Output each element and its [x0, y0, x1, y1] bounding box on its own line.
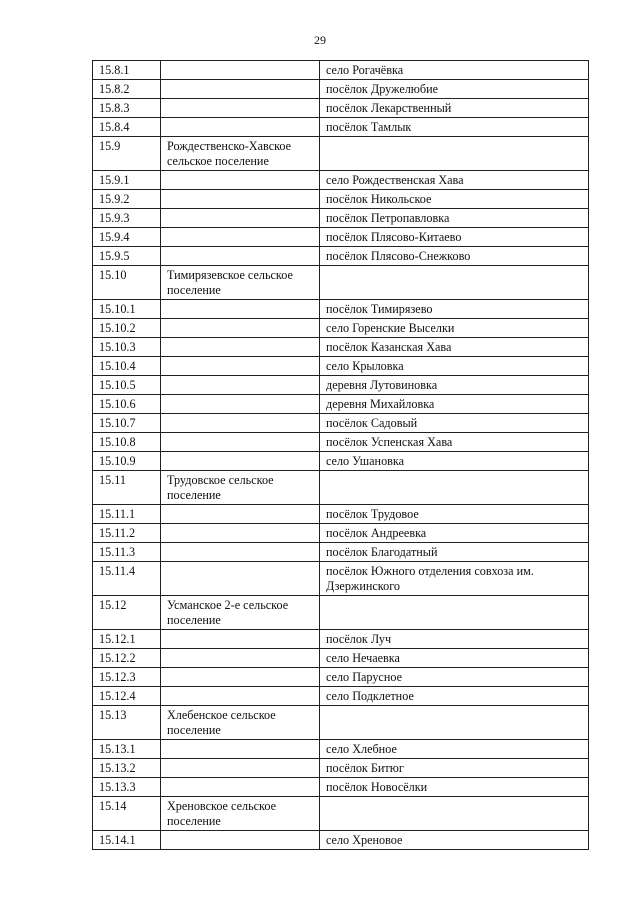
row-number-cell: 15.11 [93, 471, 161, 505]
locality-cell: село Хреновое [320, 831, 589, 850]
settlement-cell [161, 505, 320, 524]
settlement-cell: Трудовское сельское поселение [161, 471, 320, 505]
locality-cell: село Рождественская Хава [320, 171, 589, 190]
locality-cell: посёлок Тамлык [320, 118, 589, 137]
table-row [93, 505, 589, 524]
locality-cell: посёлок Новосёлки [320, 778, 589, 797]
locality-cell: посёлок Никольское [320, 190, 589, 209]
row-number-cell: 15.9.3 [93, 209, 161, 228]
locality-cell: посёлок Садовый [320, 414, 589, 433]
row-number-cell: 15.13.1 [93, 740, 161, 759]
table-row [93, 687, 589, 706]
locality-cell: деревня Михайловка [320, 395, 589, 414]
table-row [93, 247, 589, 266]
table-row [93, 61, 589, 80]
row-number-cell: 15.8.2 [93, 80, 161, 99]
table-row [93, 759, 589, 778]
row-number-cell: 15.10.8 [93, 433, 161, 452]
table-row [93, 99, 589, 118]
row-number-cell: 15.8.3 [93, 99, 161, 118]
locality-cell: посёлок Петропавловка [320, 209, 589, 228]
row-number-cell: 15.12.1 [93, 630, 161, 649]
settlement-cell [161, 80, 320, 99]
settlements-table [92, 60, 589, 850]
settlement-cell [161, 414, 320, 433]
table-row [93, 740, 589, 759]
page-number: 29 [314, 33, 326, 47]
settlement-cell [161, 190, 320, 209]
table-row [93, 171, 589, 190]
table-row [93, 797, 589, 831]
settlement-cell [161, 395, 320, 414]
table-row [93, 414, 589, 433]
table-row [93, 649, 589, 668]
settlement-cell [161, 247, 320, 266]
locality-cell [320, 706, 589, 740]
settlement-cell [161, 171, 320, 190]
locality-cell: село Горенские Выселки [320, 319, 589, 338]
table-row [93, 668, 589, 687]
locality-cell: село Рогачёвка [320, 61, 589, 80]
row-number-cell: 15.12 [93, 596, 161, 630]
table-row [93, 596, 589, 630]
table-row [93, 300, 589, 319]
settlement-cell [161, 759, 320, 778]
settlement-cell [161, 118, 320, 137]
settlement-cell: Тимирязевское сельское поселение [161, 266, 320, 300]
locality-cell: посёлок Дружелюбие [320, 80, 589, 99]
row-number-cell: 15.8.1 [93, 61, 161, 80]
locality-cell: посёлок Андреевка [320, 524, 589, 543]
table-row [93, 630, 589, 649]
table-row [93, 209, 589, 228]
table-row [93, 395, 589, 414]
table-row [93, 376, 589, 395]
row-number-cell: 15.12.2 [93, 649, 161, 668]
settlement-cell [161, 433, 320, 452]
row-number-cell: 15.8.4 [93, 118, 161, 137]
row-number-cell: 15.12.3 [93, 668, 161, 687]
row-number-cell: 15.14 [93, 797, 161, 831]
row-number-cell: 15.14.1 [93, 831, 161, 850]
locality-cell [320, 596, 589, 630]
settlement-cell [161, 740, 320, 759]
locality-cell: село Подклетное [320, 687, 589, 706]
table-row [93, 706, 589, 740]
row-number-cell: 15.11.2 [93, 524, 161, 543]
locality-cell: посёлок Южного отделения совхоза им. Дзержинского [320, 562, 589, 596]
settlement-cell [161, 452, 320, 471]
row-number-cell: 15.9.4 [93, 228, 161, 247]
row-number-cell: 15.10.9 [93, 452, 161, 471]
table-row [93, 266, 589, 300]
settlement-cell [161, 99, 320, 118]
row-number-cell: 15.13.2 [93, 759, 161, 778]
settlement-cell [161, 319, 320, 338]
row-number-cell: 15.12.4 [93, 687, 161, 706]
row-number-cell: 15.10.4 [93, 357, 161, 376]
row-number-cell: 15.13 [93, 706, 161, 740]
locality-cell: село Парусное [320, 668, 589, 687]
settlement-cell [161, 357, 320, 376]
row-number-cell: 15.10.1 [93, 300, 161, 319]
locality-cell: село Ушановка [320, 452, 589, 471]
settlement-cell [161, 778, 320, 797]
row-number-cell: 15.10.6 [93, 395, 161, 414]
row-number-cell: 15.11.3 [93, 543, 161, 562]
locality-cell: село Хлебное [320, 740, 589, 759]
table-row [93, 357, 589, 376]
locality-cell: посёлок Луч [320, 630, 589, 649]
settlement-cell [161, 300, 320, 319]
settlement-cell [161, 228, 320, 247]
locality-cell: посёлок Плясово-Снежково [320, 247, 589, 266]
row-number-cell: 15.9.1 [93, 171, 161, 190]
settlement-cell [161, 687, 320, 706]
locality-cell: посёлок Плясово-Китаево [320, 228, 589, 247]
locality-cell: посёлок Благодатный [320, 543, 589, 562]
table-row [93, 319, 589, 338]
locality-cell: посёлок Казанская Хава [320, 338, 589, 357]
settlement-cell: Усманское 2-е сельское поселение [161, 596, 320, 630]
table-row [93, 338, 589, 357]
table-row [93, 80, 589, 99]
locality-cell: посёлок Успенская Хава [320, 433, 589, 452]
row-number-cell: 15.10.2 [93, 319, 161, 338]
table-row [93, 452, 589, 471]
table-row [93, 543, 589, 562]
locality-cell: посёлок Лекарственный [320, 99, 589, 118]
row-number-cell: 15.10.3 [93, 338, 161, 357]
settlement-cell [161, 338, 320, 357]
row-number-cell: 15.9.2 [93, 190, 161, 209]
settlement-cell: Рождественско-Хавское сельское поселение [161, 137, 320, 171]
row-number-cell: 15.9 [93, 137, 161, 171]
row-number-cell: 15.9.5 [93, 247, 161, 266]
settlement-cell [161, 831, 320, 850]
locality-cell: посёлок Трудовое [320, 505, 589, 524]
settlement-cell [161, 376, 320, 395]
row-number-cell: 15.10.5 [93, 376, 161, 395]
settlement-cell: Хлебенское сельское поселение [161, 706, 320, 740]
locality-cell: деревня Лутовиновка [320, 376, 589, 395]
table-row [93, 778, 589, 797]
table-row [93, 228, 589, 247]
settlement-cell [161, 524, 320, 543]
row-number-cell: 15.10.7 [93, 414, 161, 433]
table-row [93, 190, 589, 209]
settlement-cell [161, 668, 320, 687]
locality-cell: село Нечаевка [320, 649, 589, 668]
table-row [93, 118, 589, 137]
table-row [93, 433, 589, 452]
table-row [93, 137, 589, 171]
settlement-cell [161, 630, 320, 649]
table-row [93, 524, 589, 543]
locality-cell [320, 137, 589, 171]
table-body [93, 61, 589, 850]
settlement-cell [161, 209, 320, 228]
settlement-cell [161, 543, 320, 562]
table-row [93, 831, 589, 850]
locality-cell [320, 797, 589, 831]
settlement-cell [161, 61, 320, 80]
row-number-cell: 15.13.3 [93, 778, 161, 797]
locality-cell [320, 471, 589, 505]
settlement-cell [161, 562, 320, 596]
row-number-cell: 15.10 [93, 266, 161, 300]
locality-cell [320, 266, 589, 300]
settlement-cell: Хреновское сельское поселение [161, 797, 320, 831]
row-number-cell: 15.11.4 [93, 562, 161, 596]
locality-cell: село Крыловка [320, 357, 589, 376]
locality-cell: посёлок Тимирязево [320, 300, 589, 319]
settlement-cell [161, 649, 320, 668]
locality-cell: посёлок Битюг [320, 759, 589, 778]
table-row [93, 471, 589, 505]
table-row [93, 562, 589, 596]
row-number-cell: 15.11.1 [93, 505, 161, 524]
